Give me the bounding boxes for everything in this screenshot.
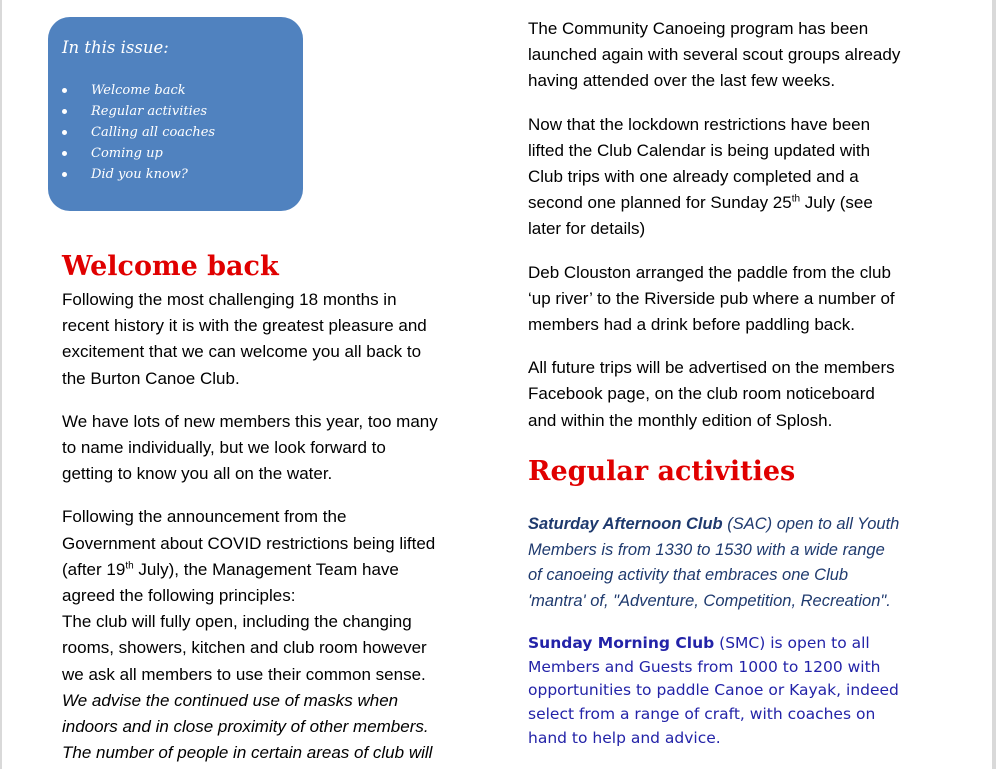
saturday-afternoon-club: Saturday Afternoon Club (SAC) open to all Youth Members is from 1330 to 1530 with a wide range of canoeing activity that embraces one Club 'mantra' of, "Adventure, Competition, Recreation". [528, 515, 900, 611]
bullet-icon [62, 151, 67, 156]
in-this-issue-list [48, 80, 215, 185]
welcome-back-body: Following the most challenging 18 months in recent history it is with the greatest pleasure and excitement that we can welcome you all back to the Burton Canoe Club. We have lots of new members this year, too many to name individually, but we look forward to getting to know you all on the water. Following the announcement from the Government about COVID restrictions being lifted (after 19th July), the Management Team have agreed the following principles: The club will fully open, including the changing rooms, showers, kitchen and club room however we ask all members to use their common sense. We advise the continued use of masks when indoors and in close proximity of other members. The number of people in certain areas of club will [62, 287, 482, 766]
issue-item-welcome-back[interactable]: Welcome back [48, 80, 215, 101]
issue-item-calling-all-coaches[interactable]: Calling all coaches [48, 122, 215, 143]
sunday-morning-club: Sunday Morning Club (SMC) is open to all Members and Guests from 1000 to 1200 with opportunities to paddle Canoe or Kayak, indeed select from a range of craft, with coaches on hand to help and advice. [528, 634, 899, 747]
news-body: The Community Canoeing program has been launched again with several scout groups already having attended over the last few weeks. Now that the lockdown restrictions have been lifted the Club Calendar is being updated with Club trips with one already completed and a second one planned for Sunday 25th July (see later for details) Deb Clouston arranged the paddle from the club ‘up river’ to the Riverside pub where a number of members had a drink before paddling back. All future trips will be advertised on the members Facebook page, on the club room noticeboard and within the monthly edition of Splosh. [528, 16, 968, 434]
covid-date-line: (after 19th July), the Management Team have [62, 559, 399, 579]
regular-activities-heading: Regular activities [528, 456, 796, 487]
issue-item-coming-up[interactable]: Coming up [48, 143, 215, 164]
bullet-icon [62, 109, 67, 114]
bullet-icon [62, 172, 67, 177]
issue-item-did-you-know[interactable]: Did you know? [48, 164, 215, 185]
bullet-icon [62, 130, 67, 135]
page-edge-right [992, 0, 996, 769]
sac-title: Saturday Afternoon Club [528, 515, 723, 533]
in-this-issue-title: In this issue: [62, 38, 169, 57]
page-edge-left [0, 0, 2, 769]
smc-title: Sunday Morning Club [528, 634, 715, 652]
welcome-back-heading: Welcome back [62, 251, 279, 282]
bullet-icon [62, 88, 67, 93]
trip-date-line: second one planned for Sunday 25th July (see [528, 193, 873, 213]
issue-item-regular-activities[interactable]: Regular activities [48, 101, 215, 122]
in-this-issue-box [48, 17, 303, 211]
